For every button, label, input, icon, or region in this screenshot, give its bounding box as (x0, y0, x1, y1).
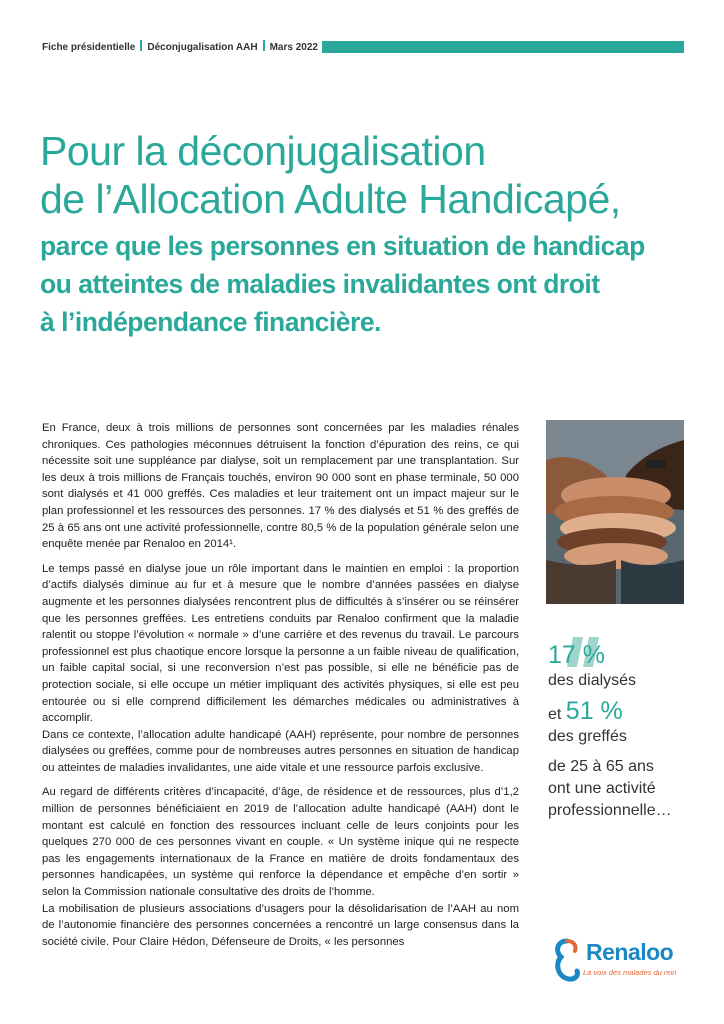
paragraph-5: La mobilisation de plusieurs associations d’usagers pour la désolidarisation de l’AAH au nom de l’autonomie financière des personnes concernées a rencontré un large consensus dans la société civile. Pour Claire Hédon, Défenseure de Droits, « les personnes (42, 902, 519, 948)
title-line-1: Pour la déconjugalisation (40, 128, 486, 174)
subtitle-line-2: ou atteintes de maladies invalidantes ont droit (40, 269, 600, 299)
body-text (42, 420, 519, 958)
header-separator (263, 40, 265, 51)
stat-connector: et (548, 706, 562, 723)
header-breadcrumb (42, 40, 318, 53)
stat-activity: ont une activité (548, 780, 656, 797)
logo-tagline: La voix des malades du rein (583, 968, 677, 977)
stat-label-grafted: des greffés (548, 728, 627, 745)
subtitle-line-3: à l’indépendance financière. (40, 307, 381, 337)
subtitle-line-1: parce que les personnes en situation de handicap (40, 231, 645, 261)
header-accent-bar (322, 41, 684, 53)
page-title (40, 127, 621, 223)
stat-percent-dialysed: 17 % (548, 641, 605, 669)
logo-wordmark: Renaloo (586, 939, 674, 965)
header-separator (140, 40, 142, 51)
stat-age-range: de 25 à 65 ans (548, 758, 654, 775)
paragraph-3: Dans ce contexte, l’allocation adulte handicapé (AAH) représente, pour nombre de personnes dialysées ou greffées, comme pour de nombreuses autres personnes en situation de handicap ou atteintes de maladies invalidantes, une aide vitale et une ressource parfois exclusive. (42, 728, 519, 774)
stat-professional: professionnelle… (548, 802, 672, 819)
stat-percent-grafted: 51 % (565, 697, 623, 725)
header-topic: Déconjugalisation AAH (147, 42, 258, 53)
page-subtitle (40, 227, 645, 341)
stat-callout (548, 640, 698, 822)
paragraph-2: Le temps passé en dialyse joue un rôle important dans le maintien en emploi : la proportion d’actifs dialysés diminue au fur et à mesure que le nombre d’années passées en dialyse augmente et les personnes dialysées rencontrent plus de difficultés à s’insérer ou se réinsérer que les personnes greffées. Les entretiens conduits par Renaloo confirment que la maladie ralentit ou stoppe l’évolution « normale » d’une carrière et des revenus du travail. Le parcours professionnel est plus chaotique encore lorsque la personne a un faible niveau de qualification, un faible capital social, si une reconversion n’est pas possible, si elle ne bénéficie pas de protection sociale, si elle occupe un métier impliquant des activités physiques, si elle est peu entourée ou si elle comprend difficilement les démarches médicales ou administratives à accomplir. (42, 562, 519, 725)
paragraph-1: En France, deux à trois millions de personnes sont concernées par les maladies rénales chroniques. Ces pathologies méconnues détruisent la fonction d’épuration des reins, ce qui nécessite soit une suppléance par dialyse, soit un remplacement par une transplantation. Sur les deux à trois millions de Français touchés, environ 90 000 sont en phase terminale, 50 000 sont dialysés et 41 000 greffés. Ces maladies et leur traitement ont un impact majeur sur le plan professionnel et les ressources des personnes. 17 % des dialysés et 51 % des greffés de 25 à 65 ans ont une activité professionnelle, contre 80,5 % de la population générale selon une enquête menée par Renaloo en 2014¹. (42, 422, 519, 551)
title-line-2: de l’Allocation Adulte Handicapé, (40, 176, 621, 222)
stat-label-dialysed: des dialysés (548, 672, 637, 689)
hands-illustration (546, 420, 684, 604)
stacked-hands-photo (546, 420, 684, 604)
header-doc-type: Fiche présidentielle (42, 42, 136, 53)
paragraph-4: Au regard de différents critères d’incapacité, d’âge, de résidence et de ressources, plus d’1,2 million de personnes bénéficiaient en 2019 de l’allocation adulte handicapé (AAH) dont le montant est calculé en fonction des ressources incluant celle de leurs conjoints pour les quelques 270 000 de ces personnes vivant en couple. « Un système inique qui ne respecte pas les engagements internationaux de la France en matière de droits fondamentaux des personnes handicapées, un système qui renforce la dépendance et empêche d’en sortir » selon la Commission nationale consultative des droits de l’homme. (42, 786, 519, 899)
header-date: Mars 2022 (269, 42, 318, 53)
